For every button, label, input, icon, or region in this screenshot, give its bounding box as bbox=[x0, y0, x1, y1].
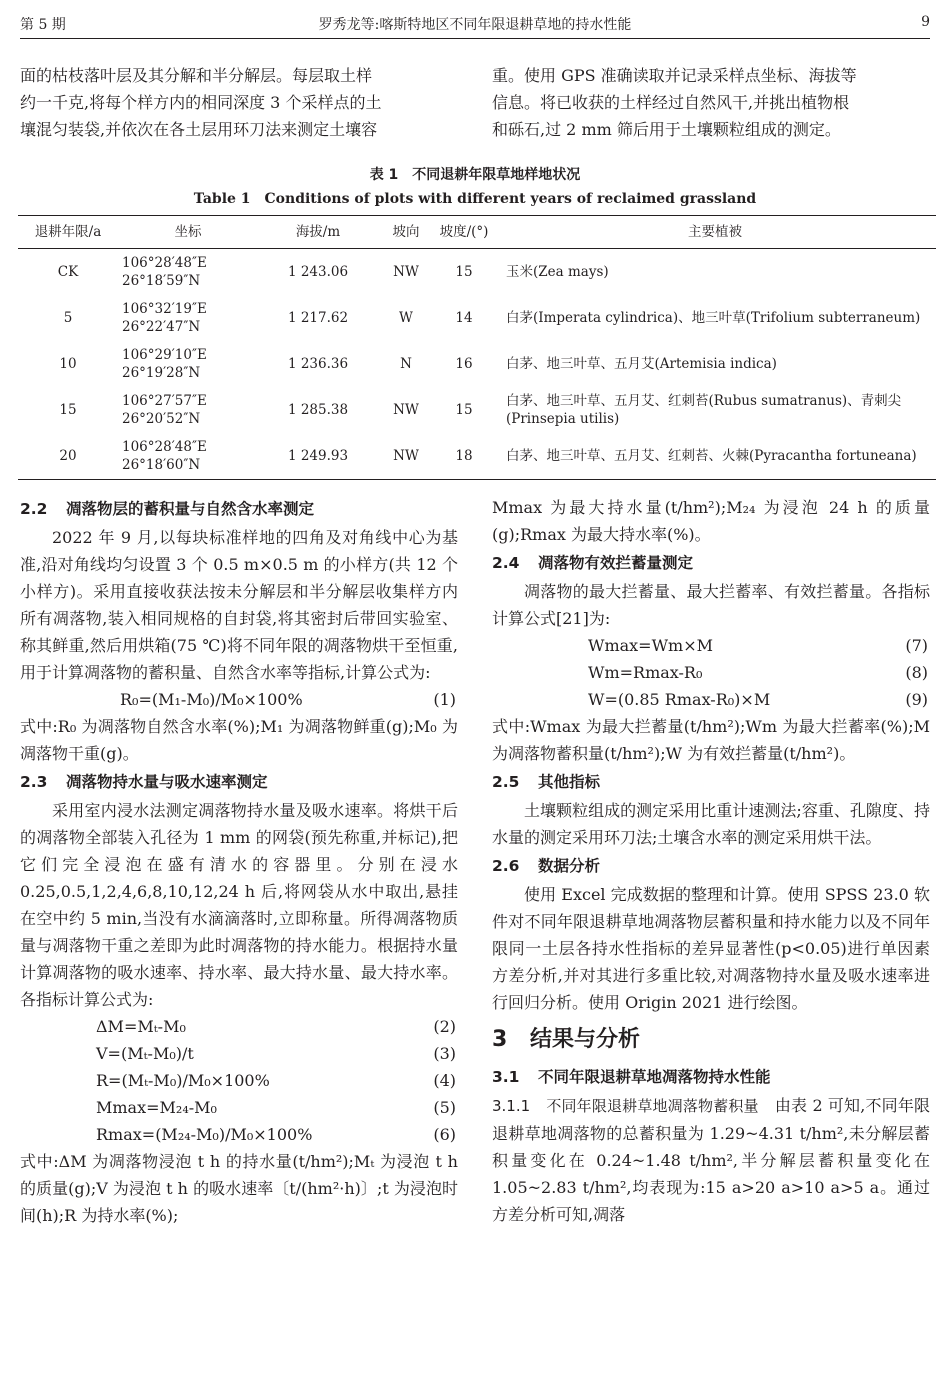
coord-lat: 26°18′59″N bbox=[122, 273, 201, 289]
top-right-text bbox=[492, 62, 930, 143]
formula: ΔM=Mₜ-M₀ bbox=[96, 1017, 186, 1036]
col-header-vegetation: 主要植被 bbox=[494, 216, 936, 249]
equation-number: (6) bbox=[433, 1125, 456, 1144]
col-header-altitude: 海拔/m bbox=[258, 216, 378, 249]
table-caption-cn: 表 1 不同退耕年限草地样地状况 bbox=[369, 167, 581, 183]
cell-coord bbox=[118, 341, 258, 387]
cell-year: 20 bbox=[18, 433, 118, 480]
formula: Wmax=Wm×M bbox=[588, 636, 713, 655]
cell-aspect: NW bbox=[378, 433, 434, 480]
cell-vegetation: 白茅、地三叶草、五月艾(Artemisia indica) bbox=[506, 356, 777, 372]
section-title: 其他指标 bbox=[538, 773, 601, 791]
right-column bbox=[492, 494, 930, 1228]
coord-lat: 26°22′47″N bbox=[122, 319, 201, 335]
paragraph: 采用室内浸水法测定凋落物持水量及吸水速率。将烘干后的凋落物全部装入孔径为 1 mm 的网袋(预先称重,并标记),把它们完全浸泡在盛有清水的容器里。分别在浸水 0.25,0.5,1,2,4,6,8,10,12,24 h 后,将网袋从水中取出,悬挂在空中约 5 min,当没有水滴滴落时,立即称量。所得凋落物质量与凋落物干重之差即为此时凋落物的持水能力。根据持水量计算凋落物的吸水速率、持水率、最大持水量、最大持水率。各指标计算公式为: bbox=[20, 801, 458, 1009]
cell-altitude: 1 236.36 bbox=[287, 356, 349, 372]
paragraph: 式中:ΔM 为凋落物浸泡 t h 的持水量(t/hm²);Mₜ 为浸泡 t h 的质量(g);V 为浸泡 t h 的吸水速率〔t/(hm²·h)〕;t 为浸泡时间(h);R 为持水率(%); bbox=[20, 1152, 458, 1225]
cell-vegetation: 玉米(Zea mays) bbox=[506, 264, 609, 280]
section-title: 凋落物有效拦蓄量测定 bbox=[538, 554, 694, 572]
section-heading-2-2 bbox=[20, 496, 458, 523]
equation-number: (9) bbox=[905, 690, 928, 709]
equation-number: (2) bbox=[433, 1017, 456, 1036]
page-number: 9 bbox=[921, 14, 930, 30]
coord-lon: 106°28′48″E bbox=[122, 255, 207, 271]
paragraph: 式中:R₀ 为凋落物自然含水率(%);M₁ 为凋落物鲜重(g);M₀ 为凋落物干重(g)。 bbox=[20, 717, 458, 763]
table-row bbox=[18, 295, 936, 341]
text-line: 信息。将已收获的土样经过自然风干,并挑出植物根 bbox=[492, 93, 850, 112]
table-row bbox=[18, 387, 936, 433]
section-number: 2.4 bbox=[492, 554, 520, 572]
equation bbox=[20, 1067, 458, 1094]
coord-lon: 106°28′48″E bbox=[122, 439, 207, 455]
coord-lon: 106°27′57″E bbox=[122, 393, 207, 409]
equation-number: (5) bbox=[433, 1098, 456, 1117]
table-row bbox=[18, 249, 936, 296]
formula: Rmax=(M₂₄-M₀)/M₀×100% bbox=[96, 1125, 313, 1144]
section-title: 不同年限退耕草地凋落物持水性能 bbox=[538, 1068, 771, 1086]
cell-coord bbox=[118, 387, 258, 433]
section-number: 3.1 bbox=[492, 1068, 520, 1086]
cell-altitude: 1 217.62 bbox=[287, 310, 349, 326]
text-line: 重。使用 GPS 准确读取并记录采样点坐标、海拔等 bbox=[492, 66, 857, 85]
paragraph: Mmax 为最大持水量(t/hm²);M₂₄ 为浸泡 24 h 的质量(g);Rmax 为最大持水率(%)。 bbox=[492, 498, 930, 544]
subsection-text: 由表 2 可知,不同年限退耕草地凋落物的总蓄积量为 1.29~4.31 t/hm²,未分解层蓄积量变化在 0.24~1.48 t/hm²,半分解层蓄积量变化在 1.05~2.83 t/hm²,均表现为:15 a>20 a>10 a>5 a。通过方差分析可知,凋落 bbox=[492, 1096, 930, 1224]
text-line: 面的枯枝落叶层及其分解和半分解层。每层取土样 bbox=[20, 66, 373, 85]
cell-slope: 14 bbox=[455, 310, 473, 326]
section-heading-2-5 bbox=[492, 769, 930, 796]
cell-altitude: 1 249.93 bbox=[258, 433, 378, 480]
cell-aspect: NW bbox=[393, 402, 419, 418]
section-title: 数据分析 bbox=[538, 857, 601, 875]
coord-lat: 26°20′52″N bbox=[122, 411, 201, 427]
formula: W=(0.85 Rmax-R₀)×M bbox=[588, 690, 771, 709]
paragraph: 使用 Excel 完成数据的整理和计算。使用 SPSS 23.0 软件对不同年限退耕草地凋落物层蓄积量和持水能力以及不同年限同一土层各持水性指标的差异显著性(p<0.05)进行单因素方差分析,并对其进行多重比较,对凋落物持水量及吸水速率进行回归分析。使用 Origin 2021 进行绘图。 bbox=[492, 885, 930, 1012]
section-number: 2.3 bbox=[20, 773, 48, 791]
paragraph bbox=[492, 1092, 930, 1228]
formula: R=(Mₜ-M₀)/M₀×100% bbox=[96, 1071, 270, 1090]
text-line: 和砾石,过 2 mm 筛后用于土壤颗粒组成的测定。 bbox=[492, 120, 841, 139]
cell-year: 15 bbox=[59, 402, 77, 418]
section-title: 结果与分析 bbox=[530, 1027, 641, 1052]
equation bbox=[20, 1040, 458, 1067]
cell-aspect: W bbox=[399, 310, 413, 326]
issue-number: 第 5 期 bbox=[20, 17, 66, 33]
equation bbox=[20, 686, 458, 713]
cell-vegetation: 白茅、地三叶草、五月艾、红刺苔(Rubus sumatranus)、青刺尖(Prinsepia utilis) bbox=[506, 393, 902, 427]
section-heading-2-3 bbox=[20, 769, 458, 796]
cell-slope: 16 bbox=[455, 356, 473, 372]
text-line: 约一千克,将每个样方内的相同深度 3 个采样点的土 bbox=[20, 93, 382, 112]
section-heading-2-6 bbox=[492, 853, 930, 880]
running-title: 罗秀龙等:喀斯特地区不同年限退耕草地的持水性能 bbox=[318, 17, 632, 33]
left-column bbox=[20, 494, 458, 1229]
cell-slope: 15 bbox=[455, 264, 473, 280]
equation bbox=[20, 1121, 458, 1148]
section-title: 凋落物持水量与吸水速率测定 bbox=[66, 773, 268, 791]
col-header-slope: 坡度/(°) bbox=[434, 216, 494, 249]
section-number: 2.2 bbox=[20, 500, 48, 518]
paragraph: 凋落物的最大拦蓄量、最大拦蓄率、有效拦蓄量。各指标计算公式[21]为: bbox=[492, 582, 930, 628]
running-header bbox=[20, 8, 930, 39]
cell-coord bbox=[118, 295, 258, 341]
subsection-title: 不同年限退耕草地凋落物蓄积量 bbox=[546, 1097, 759, 1115]
paragraph: 式中:Wmax 为最大拦蓄量(t/hm²);Wm 为最大拦蓄率(%);M 为凋落物蓄积量(t/hm²);W 为有效拦蓄量(t/hm²)。 bbox=[492, 717, 930, 763]
table-header-row bbox=[18, 216, 936, 249]
cell-slope: 15 bbox=[455, 402, 473, 418]
col-header-coord: 坐标 bbox=[118, 216, 258, 249]
equation bbox=[492, 632, 930, 659]
section-heading-3-1 bbox=[492, 1064, 930, 1091]
formula: R₀=(M₁-M₀)/M₀×100% bbox=[120, 690, 303, 709]
equation-number: (7) bbox=[905, 636, 928, 655]
cell-year: 5 bbox=[63, 310, 73, 326]
cell-altitude: 1 243.06 bbox=[287, 264, 349, 280]
coord-lat: 26°18′60″N bbox=[122, 457, 201, 473]
cell-year: CK bbox=[57, 264, 79, 280]
equation bbox=[20, 1094, 458, 1121]
cell-altitude: 1 285.38 bbox=[287, 402, 349, 418]
paragraph: 2022 年 9 月,以每块标准样地的四角及对角线中心为基准,沿对角线均匀设置 3 个 0.5 m×0.5 m 的小样方(共 12 个小样方)。采用直接收获法按未分解层和半分解层收集样方内所有凋落物,装入相同规格的自封袋,将其密封后带回实验室、称其鲜重,然后用烘箱(75 ℃)将不同年限的凋落物烘干至恒重,用于计算凋落物的蓄积量、自然含水率等指标,计算公式为: bbox=[20, 528, 458, 682]
equation-number: (3) bbox=[433, 1044, 456, 1063]
section-heading-2-4 bbox=[492, 550, 930, 577]
col-header-aspect: 坡向 bbox=[378, 216, 434, 249]
cell-aspect: NW bbox=[393, 264, 419, 280]
equation-number: (4) bbox=[433, 1071, 456, 1090]
equation-number: (8) bbox=[905, 663, 928, 682]
equation-number: (1) bbox=[433, 690, 456, 709]
equation bbox=[20, 1013, 458, 1040]
section-number: 2.6 bbox=[492, 857, 520, 875]
text-line: 壤混匀装袋,并依次在各土层用环刀法来测定土壤容 bbox=[20, 120, 378, 139]
cell-year: 10 bbox=[59, 356, 77, 372]
formula: Wm=Rmax-R₀ bbox=[588, 663, 703, 682]
equation bbox=[492, 659, 930, 686]
formula: V=(Mₜ-M₀)/t bbox=[96, 1044, 194, 1063]
cell-slope: 18 bbox=[434, 433, 494, 480]
table-row bbox=[18, 433, 936, 480]
top-left-text bbox=[20, 62, 458, 143]
table-row bbox=[18, 341, 936, 387]
section-title: 凋落物层的蓄积量与自然含水率测定 bbox=[66, 500, 315, 518]
section-number: 2.5 bbox=[492, 773, 520, 791]
cell-coord bbox=[118, 249, 258, 296]
plots-table bbox=[18, 215, 936, 480]
coord-lat: 26°19′28″N bbox=[122, 365, 201, 381]
coord-lon: 106°32′19″E bbox=[122, 301, 207, 317]
section-heading-3 bbox=[492, 1020, 930, 1060]
cell-aspect: N bbox=[400, 356, 412, 372]
formula: Mmax=M₂₄-M₀ bbox=[96, 1098, 217, 1117]
section-number: 3 bbox=[492, 1027, 508, 1052]
table-caption-en: Table 1 Conditions of plots with different years of reclaimed grassland bbox=[193, 191, 757, 207]
col-header-year: 退耕年限/a bbox=[18, 216, 118, 249]
coord-lon: 106°29′10″E bbox=[122, 347, 207, 363]
cell-vegetation: 白茅(Imperata cylindrica)、地三叶草(Trifolium subterraneum) bbox=[506, 310, 921, 326]
cell-vegetation: 白茅、地三叶草、五月艾、红刺苔、火棘(Pyracantha fortuneana) bbox=[494, 433, 936, 480]
paragraph: 土壤颗粒组成的测定采用比重计速测法;容重、孔隙度、持水量的测定采用环刀法;土壤含水率的测定采用烘干法。 bbox=[492, 801, 930, 847]
equation bbox=[492, 686, 930, 713]
subsection-number: 3.1.1 bbox=[492, 1097, 531, 1115]
cell-coord bbox=[118, 433, 258, 480]
